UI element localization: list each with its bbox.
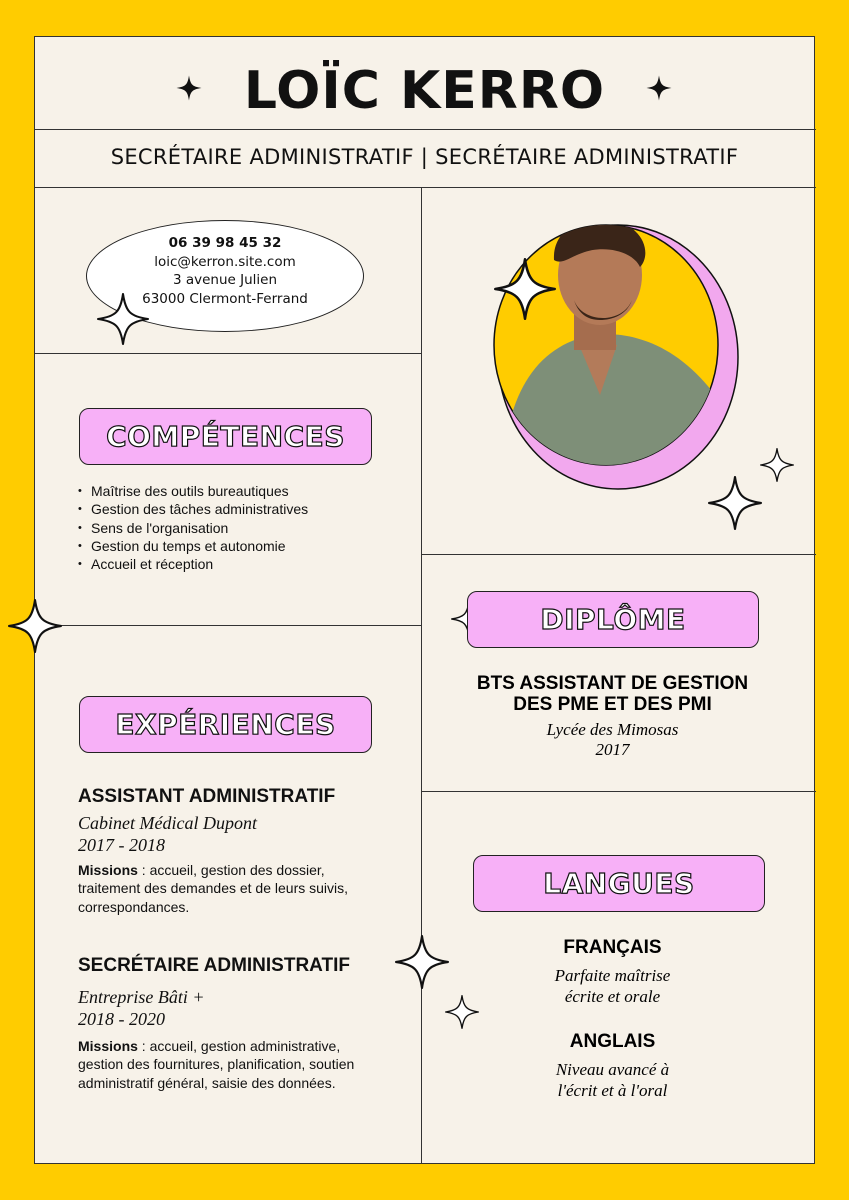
divider-subtitle (35, 187, 816, 188)
job-missions (78, 1037, 388, 1092)
skill-item: • Sens de l'organisation (91, 519, 308, 537)
skill-item: • Gestion du temps et autonomie (91, 537, 308, 555)
languages-badge (473, 855, 765, 912)
language-name: FRANÇAIS (563, 937, 662, 958)
contact-city: 63000 Clermont-Ferrand (142, 290, 308, 307)
language-level: l'écrit et à l'oral (557, 1081, 668, 1100)
missions-text: : accueil, gestion administrative, gestion des fournitures, planification, soutien administratif général, saisie des données. (78, 1038, 355, 1091)
language-item-french (422, 937, 803, 1007)
diploma-badge (467, 591, 759, 648)
job-missions (78, 861, 388, 916)
missions-label: Missions (78, 862, 138, 878)
divider-skills (35, 625, 421, 626)
experiences-badge (79, 696, 372, 753)
skills-badge (79, 408, 372, 465)
divider-photo (421, 554, 816, 555)
language-item-english (422, 1031, 803, 1101)
contact-phone: 06 39 98 45 32 (168, 235, 282, 251)
languages-title: LANGUES (543, 867, 695, 900)
job-dates: 2018 - 2020 (78, 1009, 165, 1029)
sparkle-icon (176, 75, 202, 101)
language-level: Niveau avancé à (555, 1060, 670, 1079)
skill-item: • Gestion des tâches administratives (91, 500, 308, 518)
job-title: SECRÉTAIRE ADMINISTRATIF (78, 955, 350, 976)
skills-list (78, 482, 308, 573)
skill-item: • Accueil et réception (91, 555, 308, 573)
language-level: écrite et orale (564, 987, 661, 1006)
divider-diploma (421, 791, 816, 792)
sparkle-icon (445, 995, 479, 1029)
diploma-year: 2017 (595, 740, 630, 759)
diploma-name: BTS ASSISTANT DE GESTION (476, 673, 749, 694)
sparkle-icon (494, 258, 556, 320)
language-name: ANGLAIS (569, 1031, 656, 1052)
missions-text: : accueil, gestion des dossier, traitement des demandes et de leurs suivis, correspondances. (78, 862, 349, 915)
contact-street: 3 avenue Julien (172, 272, 278, 288)
job-dates: 2017 - 2018 (78, 835, 165, 855)
job-company: Cabinet Médical Dupont (78, 813, 257, 833)
job-title: ASSISTANT ADMINISTRATIF (78, 786, 336, 807)
language-level: Parfaite maîtrise (554, 966, 671, 985)
sparkle-icon (646, 75, 672, 101)
job-subtitle: SECRÉTAIRE ADMINISTRATIF | SECRÉTAIRE ADMINISTRATIF (110, 145, 739, 169)
sparkle-icon (708, 476, 762, 530)
experiences-title: EXPÉRIENCES (115, 708, 336, 741)
contact-email: loic@kerron.site.com (154, 253, 296, 270)
sparkle-icon (97, 293, 149, 345)
diploma-name-2: DES PME ET DES PMI (513, 694, 712, 715)
skills-title: COMPÉTENCES (106, 420, 345, 453)
diploma-block (422, 673, 803, 760)
skill-item: • Maîtrise des outils bureautiques (91, 482, 308, 500)
divider-header (35, 129, 816, 130)
missions-label: Missions (78, 1038, 138, 1054)
sparkle-icon (8, 599, 62, 653)
job-company: Entreprise Bâti + (78, 987, 205, 1007)
diploma-title: DIPLÔME (540, 603, 686, 636)
sparkle-icon (760, 448, 794, 482)
profile-photo (482, 205, 752, 505)
candidate-name: LOÏC KERRO (243, 61, 606, 121)
divider-contact (35, 353, 421, 354)
diploma-school: Lycée des Mimosas (546, 720, 679, 739)
sparkle-icon (395, 935, 449, 989)
